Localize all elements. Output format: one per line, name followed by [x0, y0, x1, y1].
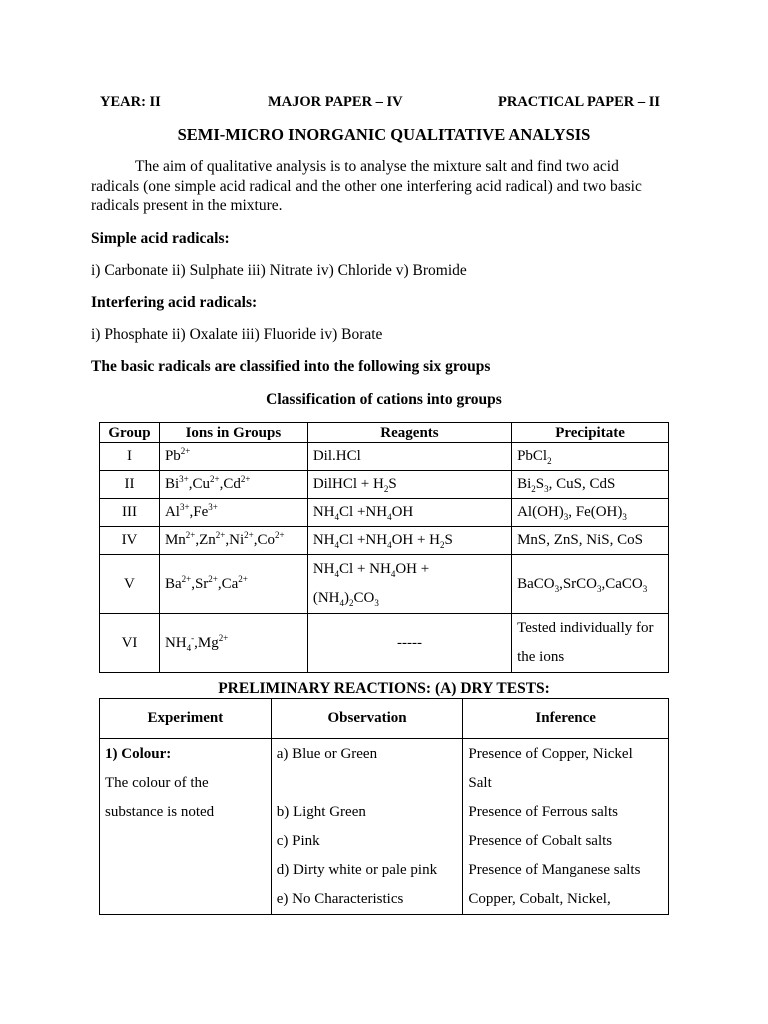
col-header-ions: Ions in Groups — [159, 423, 307, 443]
table-header-row — [100, 699, 669, 739]
reagents-cell: DilHCl + $H_2S$ — [307, 471, 511, 499]
precipitate-cell: PbCl$_2$ — [512, 443, 669, 471]
table-header-row — [100, 423, 669, 443]
reagents-cell: ----- — [307, 614, 511, 673]
col-header-precipitate: Precipitate — [512, 423, 669, 443]
header-practical-paper: PRACTICAL PAPER – II — [498, 94, 661, 110]
interfering-acid-list: i) Phosphate ii) Oxalate iii) Fluoride iv) Borate — [91, 326, 383, 343]
inference-item: Presence of Copper, Nickel — [468, 746, 633, 762]
classification-caption: Classification of cations into groups — [266, 391, 502, 408]
group-cell: V — [100, 555, 160, 614]
inference-item: Copper, Cobalt, Nickel, — [468, 891, 611, 907]
col-header-inference: Inference — [463, 699, 669, 739]
col-header-experiment: Experiment — [100, 699, 272, 739]
ions-cell: $Bi^{3+},Cu^{2+},Cd^{2+}$ — [159, 471, 307, 499]
group-cell: VI — [100, 614, 160, 673]
reagents-cell: $NH_4Cl +NH_4OH$ — [307, 499, 511, 527]
basic-radicals-heading: The basic radicals are classified into the following six groups — [91, 358, 491, 375]
ions-cell: $Al^{3+},Fe^{3+}$ — [159, 499, 307, 527]
experiment-cell — [100, 739, 272, 915]
observation-item: e) No Characteristics — [276, 891, 404, 907]
precipitate-cell: MnS, ZnS, NiS, CoS — [512, 527, 669, 555]
header-year: YEAR: II — [100, 94, 161, 110]
inference-item: Presence of Cobalt salts — [468, 833, 613, 849]
group-cell: IV — [100, 527, 160, 555]
reagents-cell: $NH_4Cl +NH_4OH + H_2S$ — [307, 527, 511, 555]
table-row — [100, 471, 669, 499]
observation-item: b) Light Green — [276, 804, 366, 820]
inference-cell — [463, 739, 669, 915]
intro-line-3: radicals present in the mixture. — [91, 197, 283, 214]
simple-acid-list: i) Carbonate ii) Sulphate iii) Nitrate iv) Chloride v) Bromide — [91, 262, 467, 279]
intro-line-1: The aim of qualitative analysis is to analyse the mixture salt and find two acid — [135, 158, 619, 175]
table-row — [100, 614, 669, 673]
intro-paragraph — [91, 157, 677, 216]
observation-item: d) Dirty white or pale pink — [276, 862, 438, 878]
ions-cell: $Ba^{2+},Sr^{2+},Ca^{2+}$ — [159, 555, 307, 614]
preliminary-caption: PRELIMINARY REACTIONS: (A) DRY TESTS: — [218, 680, 550, 697]
precipitate-cell: $Bi_2S_3$, CuS, CdS — [512, 471, 669, 499]
table-row — [100, 499, 669, 527]
experiment-text: substance is noted — [105, 804, 215, 820]
group-cell: II — [100, 471, 160, 499]
inference-item: Presence of Manganese salts — [468, 862, 641, 878]
precipitate-cell: Tested individually for the ions — [512, 614, 669, 673]
observation-cell — [271, 739, 463, 915]
experiment-text: The colour of the — [105, 775, 209, 791]
inference-item: Salt — [468, 775, 492, 791]
precipitate-cell: $Al(OH)_3$, $Fe(OH)_3$ — [512, 499, 669, 527]
experiment-title: 1) Colour: — [105, 746, 172, 762]
ions-cell: $Pb^{2+}$ — [159, 443, 307, 471]
preliminary-table — [99, 698, 669, 915]
classification-table — [99, 422, 669, 673]
group-cell: III — [100, 499, 160, 527]
table-row — [100, 443, 669, 471]
table-row — [100, 739, 669, 915]
col-header-observation: Observation — [271, 699, 463, 739]
header-major-paper: MAJOR PAPER – IV — [268, 94, 403, 110]
table-row — [100, 527, 669, 555]
observation-item: c) Pink — [276, 833, 320, 849]
interfering-acid-heading: Interfering acid radicals: — [91, 294, 258, 311]
table-row — [100, 555, 669, 614]
observation-item: a) Blue or Green — [276, 746, 378, 762]
reagents-cell: Dil.HCl — [307, 443, 511, 471]
col-header-group: Group — [100, 423, 160, 443]
intro-line-2: radicals (one simple acid radical and the other one interfering acid radical) and two basic — [91, 177, 642, 195]
ions-cell: $NH_4^-,Mg^{2+}$ — [159, 614, 307, 673]
page-title: SEMI-MICRO INORGANIC QUALITATIVE ANALYSIS — [177, 125, 591, 144]
col-header-reagents: Reagents — [307, 423, 511, 443]
precipitate-cell: BaCO$_3$,SrCO$_3$,CaCO$_3$ — [512, 555, 669, 614]
ions-cell: $Mn^{2+},Zn^{2+},Ni^{2+},Co^{2+}$ — [159, 527, 307, 555]
simple-acid-heading: Simple acid radicals: — [91, 230, 230, 247]
group-cell: I — [100, 443, 160, 471]
inference-item: Presence of Ferrous salts — [468, 804, 618, 820]
reagents-cell: $NH_4Cl + NH_4OH$ + $(NH_4)_2CO_3$ — [307, 555, 511, 614]
